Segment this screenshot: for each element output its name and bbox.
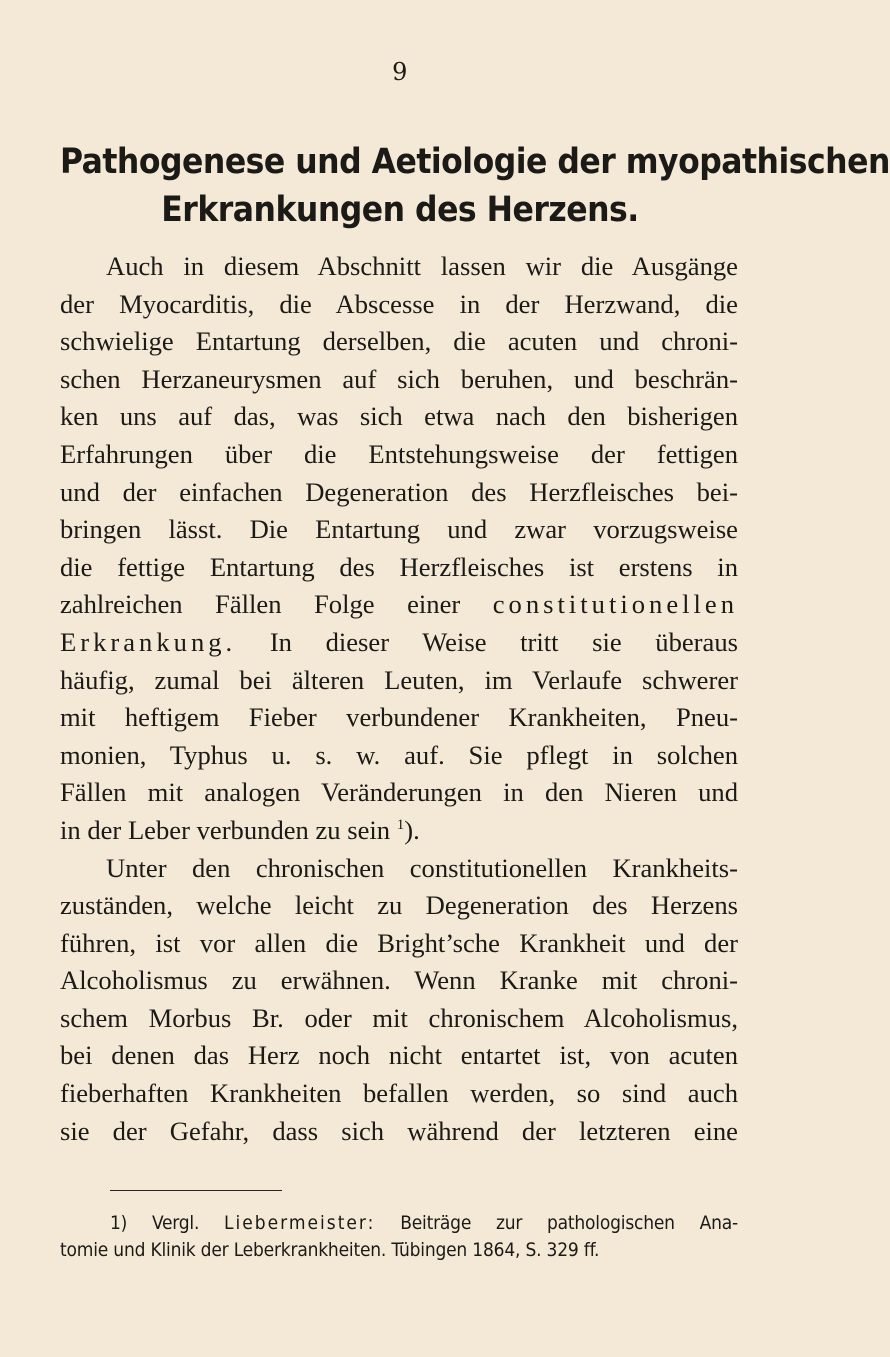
text-line: bei denen das Herz noch nicht entartet ist, von acuten bbox=[60, 1040, 738, 1071]
text-line: häufig, zumal bei älteren Leuten, im Verlaufe schwerer bbox=[60, 664, 738, 695]
text-segment: zahlreichen Fällen Folge einer bbox=[60, 589, 461, 620]
text-line: Fällen mit analogen Veränderungen in den Nieren und bbox=[60, 777, 738, 808]
footnote-marker: 1) Vergl. bbox=[110, 1212, 200, 1234]
text-line: schem Morbus Br. oder mit chronischem Alcoholismus, bbox=[60, 1002, 738, 1033]
text-line: Auch in diesem Abschnitt lassen wir die Ausgänge bbox=[106, 251, 738, 281]
footnote-line bbox=[60, 1210, 738, 1237]
text-line: Unter den chronischen constitutionellen Krankheits- bbox=[106, 852, 738, 883]
text-line: mit heftigem Fieber verbundener Krankheiten, Pneu- bbox=[60, 702, 738, 733]
footnote-author: Liebermeister: bbox=[224, 1212, 376, 1234]
page-number: 9 bbox=[392, 58, 408, 86]
chapter-title bbox=[60, 138, 890, 234]
text-line: monien, Typhus u. s. w. auf. Sie pflegt in solchen bbox=[60, 739, 738, 770]
text-line: sie der Gefahr, dass sich während der letzteren eine bbox=[60, 1115, 738, 1146]
text-segment: ). bbox=[404, 814, 420, 845]
text-line: der Myocarditis, die Abscesse in der Herzwand, die bbox=[60, 288, 738, 319]
text-line: schwielige Entartung derselben, die acuten und chroni- bbox=[60, 326, 738, 357]
text-line: zuständen, welche leicht zu Degeneration des Herzens bbox=[60, 890, 738, 921]
chapter-title-line-1: Pathogenese und Aetiologie der myopathischen bbox=[60, 142, 890, 182]
text-segment: In dieser Weise tritt sie überaus bbox=[269, 626, 738, 657]
text-line bbox=[60, 624, 738, 662]
paragraph-2 bbox=[60, 850, 738, 1151]
footnote bbox=[60, 1210, 738, 1264]
text-line: die fettige Entartung des Herzfleisches ist erstens in bbox=[60, 551, 738, 582]
text-line: führen, ist vor allen die Bright’sche Krankheit und der bbox=[60, 927, 738, 958]
emphasized-term: Erkrankung. bbox=[60, 626, 237, 657]
text-segment: in der Leber verbunden zu sein bbox=[60, 814, 391, 845]
text-line bbox=[60, 812, 738, 850]
chapter-title-line-2: Erkrankungen des Herzens. bbox=[161, 190, 639, 230]
text-line: bringen lässt. Die Entartung und zwar vorzugsweise bbox=[60, 514, 738, 545]
text-line: Alcoholismus zu erwähnen. Wenn Kranke mit chroni- bbox=[60, 965, 738, 996]
text-line: Erfahrungen über die Entstehungsweise der fettigen bbox=[60, 438, 738, 469]
footnote-text: Beiträge zur pathologischen Ana- bbox=[400, 1212, 738, 1234]
text-line: schen Herzaneurysmen auf sich beruhen, und beschrän- bbox=[60, 363, 738, 394]
body-text bbox=[60, 248, 738, 1150]
footnote-line: tomie und Klinik der Leberkrankheiten. Tübingen 1864, S. 329 ff. bbox=[60, 1239, 600, 1261]
paragraph-1 bbox=[60, 248, 738, 850]
text-line bbox=[60, 586, 738, 624]
footnote-reference[interactable]: 1 bbox=[396, 816, 405, 833]
footnote-divider bbox=[110, 1190, 282, 1191]
text-line: und der einfachen Degeneration des Herzfleisches bei- bbox=[60, 476, 738, 507]
emphasized-term: constitutionellen bbox=[492, 589, 738, 620]
text-line: ken uns auf das, was sich etwa nach den bisherigen bbox=[60, 401, 738, 432]
text-line: fieberhaften Krankheiten befallen werden, so sind auch bbox=[60, 1078, 738, 1109]
